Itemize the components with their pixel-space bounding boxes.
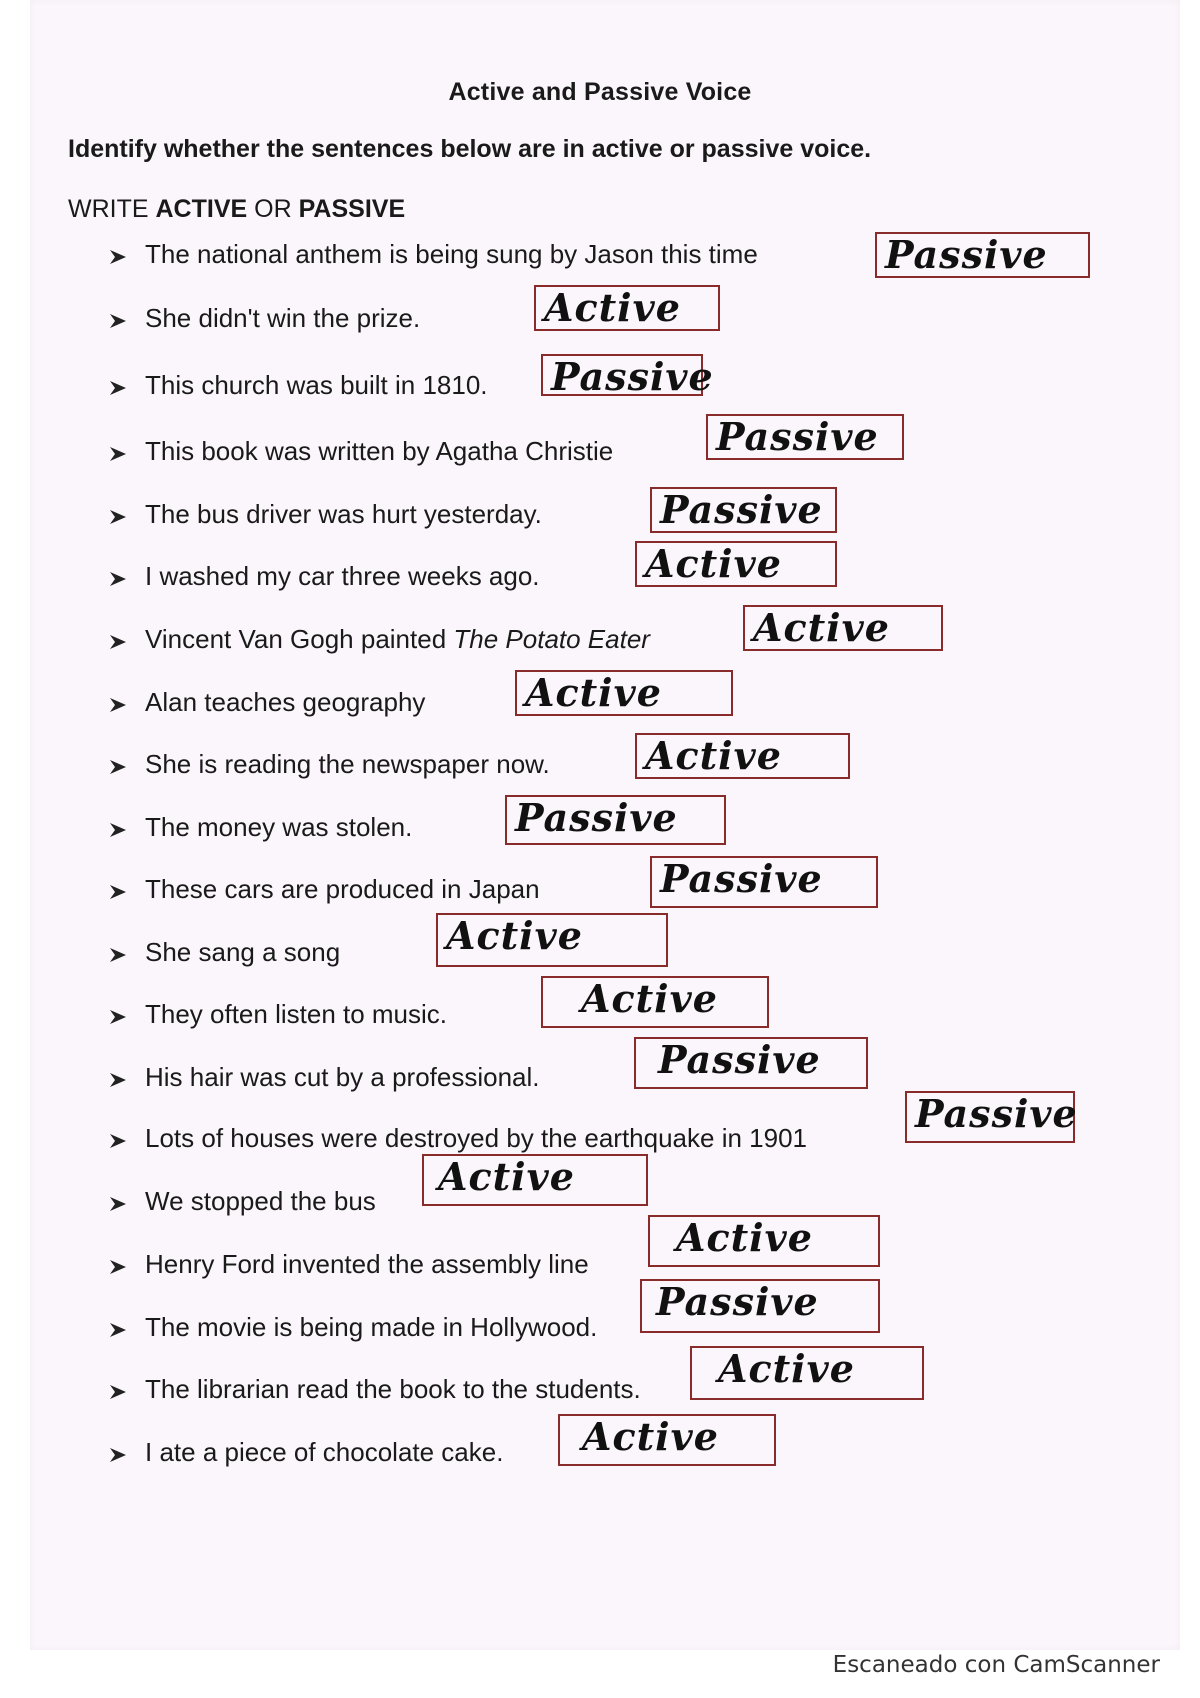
answer-box[interactable] [422, 1154, 648, 1206]
answer-text: Active [645, 541, 782, 586]
sentence: Henry Ford invented the assembly line [145, 1249, 589, 1279]
sentence: I washed my car three weeks ago. [145, 561, 540, 591]
answer-box[interactable] [558, 1414, 776, 1466]
answer-text: Passive [515, 795, 678, 840]
arrow-bullet-icon [108, 1070, 128, 1090]
answer-box[interactable] [648, 1215, 880, 1267]
arrow-bullet-icon [108, 1445, 128, 1465]
instructions: Identify whether the sentences below are in active or passive voice. [68, 135, 872, 163]
answer-box[interactable] [505, 795, 726, 845]
sentence: She is reading the newspaper now. [145, 749, 550, 779]
sentence: His hair was cut by a professional. [145, 1062, 540, 1092]
sentence: They often listen to music. [145, 999, 448, 1029]
answer-box[interactable] [541, 354, 714, 399]
answer-box[interactable] [436, 913, 668, 967]
sentence: This book was written by Agatha Christie [145, 436, 614, 466]
answer-box[interactable] [541, 976, 769, 1028]
sentence: She didn't win the prize. [145, 303, 421, 333]
answer-text: Passive [656, 1279, 819, 1324]
answer-box[interactable] [534, 285, 720, 331]
sentence: Lots of houses were destroyed by the earthquake in 1901 [145, 1123, 807, 1153]
sentence: This church was built in 1810. [145, 370, 488, 400]
arrow-bullet-icon [108, 444, 128, 464]
arrow-bullet-icon [108, 1320, 128, 1340]
answer-box[interactable] [706, 414, 904, 460]
answer-box[interactable] [650, 487, 837, 533]
answer-text: Passive [658, 1037, 821, 1082]
arrow-bullet-icon [108, 945, 128, 965]
answer-box[interactable] [634, 1037, 868, 1089]
arrow-bullet-icon [108, 378, 128, 398]
scanner-watermark: Escaneado con CamScanner [832, 1652, 1160, 1678]
arrow-bullet-icon [108, 507, 128, 527]
answer-text: Passive [716, 414, 879, 459]
arrow-bullet-icon [108, 757, 128, 777]
arrow-bullet-icon [108, 1257, 128, 1277]
sentence: Vincent Van Gogh painted The Potato Eater [145, 624, 650, 654]
answer-text: Active [581, 976, 718, 1021]
arrow-bullet-icon [108, 1194, 128, 1214]
answer-box[interactable] [905, 1091, 1078, 1143]
answer-box[interactable] [515, 670, 733, 716]
answer-text: Passive [660, 856, 823, 901]
answer-text: Active [676, 1215, 813, 1260]
answer-text: Passive [915, 1091, 1078, 1136]
answer-box[interactable] [635, 541, 837, 587]
answer-text: Active [446, 913, 583, 958]
arrow-bullet-icon [108, 695, 128, 715]
answer-box[interactable] [650, 856, 878, 908]
sentence: Alan teaches geography [145, 687, 426, 717]
arrow-bullet-icon [108, 882, 128, 902]
answer-text: Active [753, 605, 890, 650]
answer-text: Passive [660, 487, 823, 532]
arrow-bullet-icon [108, 569, 128, 589]
sentence: She sang a song [145, 937, 341, 967]
answer-text: Active [525, 670, 662, 715]
sentence: The bus driver was hurt yesterday. [145, 499, 542, 529]
answer-text: Passive [551, 354, 714, 399]
write-directive: WRITE ACTIVE OR PASSIVE [68, 195, 406, 223]
sentence: The movie is being made in Hollywood. [145, 1312, 598, 1342]
answer-box[interactable] [743, 605, 943, 651]
sentence: We stopped the bus [145, 1186, 376, 1216]
sentence: The librarian read the book to the students. [145, 1374, 641, 1404]
answer-text: Active [718, 1346, 855, 1391]
arrow-bullet-icon [108, 632, 128, 652]
arrow-bullet-icon [108, 820, 128, 840]
answer-text: Passive [885, 232, 1048, 277]
sentence: The national anthem is being sung by Jason this time [145, 239, 758, 269]
worksheet-title: Active and Passive Voice [448, 78, 752, 106]
arrow-bullet-icon [108, 247, 128, 267]
answer-text: Active [582, 1414, 719, 1459]
arrow-bullet-icon [108, 1007, 128, 1027]
sentence: These cars are produced in Japan [145, 874, 540, 904]
answer-text: Active [544, 285, 681, 330]
sentence: The money was stolen. [145, 812, 413, 842]
answer-text: Active [645, 733, 782, 778]
arrow-bullet-icon [108, 1382, 128, 1402]
arrow-bullet-icon [108, 1131, 128, 1151]
answer-box[interactable] [875, 232, 1090, 278]
answer-box[interactable] [690, 1346, 924, 1400]
answer-text: Active [438, 1154, 575, 1199]
answer-box[interactable] [635, 733, 850, 779]
answer-box[interactable] [640, 1279, 880, 1333]
sentence: I ate a piece of chocolate cake. [145, 1437, 504, 1467]
arrow-bullet-icon [108, 311, 128, 331]
